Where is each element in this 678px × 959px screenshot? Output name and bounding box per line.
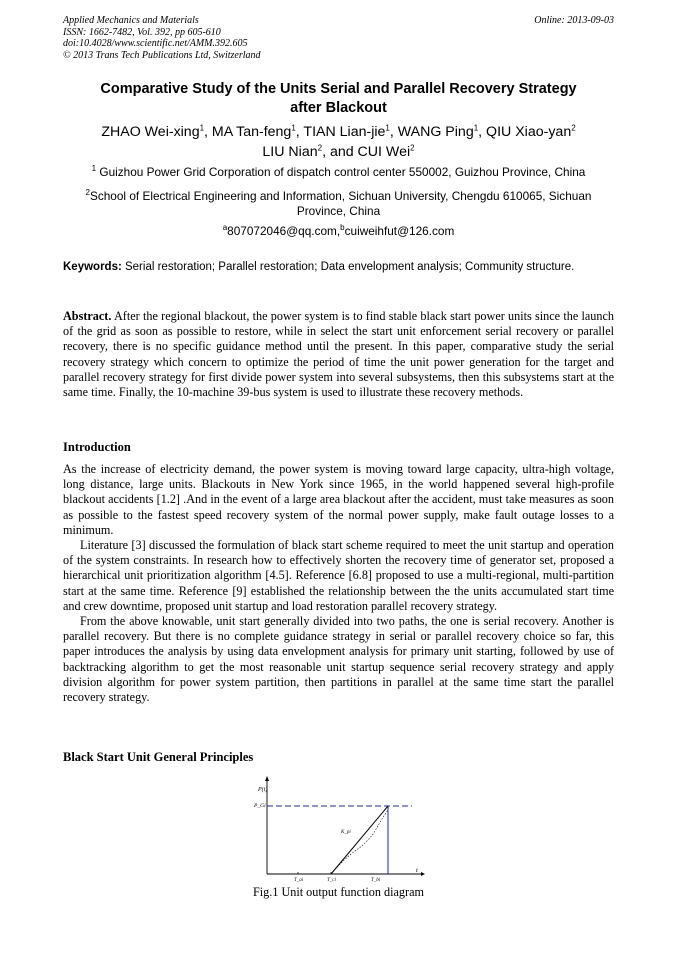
section-heading-introduction: Introduction bbox=[63, 440, 131, 454]
title-line-1: Comparative Study of the Units Serial and Parallel Recovery Strategy bbox=[100, 81, 577, 97]
abstract bbox=[63, 309, 614, 400]
intro-paragraph-1: As the increase of electricity demand, the power system is moving toward large capacity, ultra-high voltage, long distance, large units. Blackouts in New York since 1965, in the world happened several high-profile blackout accidents [1.2] .And in the event of a large area blackout after the accident, must take measures as soon as possible to the fastest speed recovery system of the normal power supply, make fault outage losses to a minimum. bbox=[63, 462, 614, 537]
keywords-label: Keywords: bbox=[63, 261, 122, 273]
keywords-text: Serial restoration; Parallel restoration; Data envelopment analysis; Community structure. bbox=[121, 261, 575, 273]
author-name: , TIAN Lian-jie bbox=[295, 124, 386, 140]
introduction-body bbox=[63, 462, 614, 705]
journal-name: Applied Mechanics and Materials bbox=[63, 15, 199, 26]
author-affil-mark: 2 bbox=[317, 143, 323, 153]
email-a: 807072046@qq.com, bbox=[227, 224, 341, 238]
email-mark: b bbox=[340, 223, 345, 233]
slope-label: K_pi bbox=[341, 830, 351, 835]
title-line-2: after Blackout bbox=[290, 100, 387, 116]
author-name: , QIU Xiao-yan bbox=[478, 124, 572, 140]
journal-header bbox=[63, 15, 261, 61]
x-tick-tci: T_ci bbox=[327, 878, 336, 882]
unit-output-function-figure bbox=[240, 776, 425, 882]
author-name: , MA Tan-feng bbox=[204, 124, 292, 140]
issn: ISSN: 1662-7482, Vol. 392, pp 605-610 bbox=[63, 26, 221, 38]
y-axis-arrow bbox=[265, 776, 269, 781]
intro-paragraph-2: Literature [3] discussed the formulation of black start scheme required to meet the unit startup and operation of the system constraints. In research how to effectively shorten the recovery time of generator set, proposed a hierarchical unit prioritization algorithm [4.5]. Reference [6.8] proposed to use a multi-regional, multi-partition start at the same time. Reference [9] established the relationship between the the units accumulated start time and crew downtime, proposed unit startup and load restoration parallel recovery strategy. bbox=[63, 538, 614, 613]
author-affil-mark: 2 bbox=[410, 143, 415, 153]
author-affil-mark: 1 bbox=[291, 123, 296, 133]
author-name: , WANG Ping bbox=[389, 124, 474, 140]
ramp-line bbox=[331, 806, 388, 874]
actual-output-curve bbox=[331, 810, 388, 874]
author-name: , and CUI Wei bbox=[322, 144, 411, 160]
online-date: Online: 2013-09-03 bbox=[534, 15, 614, 26]
author-name: ZHAO Wei-xing bbox=[101, 124, 200, 140]
affil-mark: 2 bbox=[85, 188, 90, 198]
x-tick-tbi: T_bi bbox=[371, 878, 381, 882]
abstract-label: Abstract. bbox=[63, 309, 112, 323]
author-name: LIU Nian bbox=[262, 144, 318, 160]
figure-caption: Fig.1 Unit output function diagram bbox=[253, 885, 424, 899]
x-axis-arrow bbox=[421, 872, 425, 876]
affil-mark: 1 bbox=[91, 164, 97, 174]
paper-title bbox=[63, 80, 614, 118]
section-heading-black-start: Black Start Unit General Principles bbox=[63, 750, 254, 764]
author-affil-mark: 2 bbox=[571, 123, 576, 133]
copyright: © 2013 Trans Tech Publications Ltd, Switzerland bbox=[63, 49, 261, 61]
author-list bbox=[63, 122, 614, 162]
author-affil-mark: 1 bbox=[199, 123, 205, 133]
affiliation-2 bbox=[63, 189, 614, 219]
abstract-text: After the regional blackout, the power system is to find stable black start power units since the launch of the grid as soon as possible to restore, while in select the start unit enforcement serial recovery or parallel recovery, there is no specific guidance method until the present. In this paper, comparative study the serial recovery strategy which concern to optimize the period of time the unit power generation for the target and parallel recovery strategy for first divide power system into several subsystems, then this subsystems start at the same time. Finally, the 10-machine 39-bus system is used to illustrate these recovery methods. bbox=[63, 309, 614, 400]
author-affil-mark: 1 bbox=[385, 123, 390, 133]
email-line bbox=[63, 224, 614, 239]
email-mark: a bbox=[222, 223, 228, 233]
affiliation-1 bbox=[63, 165, 614, 180]
doi: doi:10.4028/www.scientific.net/AMM.392.605 bbox=[63, 38, 248, 49]
keywords bbox=[63, 260, 614, 275]
x-axis-label: t bbox=[416, 867, 418, 874]
affiliation-text: Guizhou Power Grid Corporation of dispatch control center 550002, Guizhou Province, China bbox=[96, 165, 586, 179]
email-b: cuiweihfut@126.com bbox=[344, 224, 455, 238]
y-axis-label: P(t) bbox=[258, 787, 268, 793]
x-tick-tai: T_ai bbox=[294, 878, 304, 882]
author-affil-mark: 1 bbox=[473, 123, 479, 133]
affiliation-text: School of Electrical Engineering and Information, Sichuan University, Chengdu 610065, Sichuan Province, China bbox=[89, 189, 592, 218]
intro-paragraph-3: From the above knowable, unit start generally divided into two paths, the one is serial recovery. Another is parallel recovery. But there is no complete guidance strategy in serial or parallel recovery choice so far, this paper introduces the analysis by using data envelopment analysis for primary unit starting, followed by use of backtracking algorithm to get the most reasonable unit startup sequence serial recovery strategy and apply division algorithm for power system partition, then partitions in parallel at the same time start the parallel recovery strategy. bbox=[63, 614, 614, 705]
y-tick-pgi: P_Gi bbox=[254, 803, 266, 809]
